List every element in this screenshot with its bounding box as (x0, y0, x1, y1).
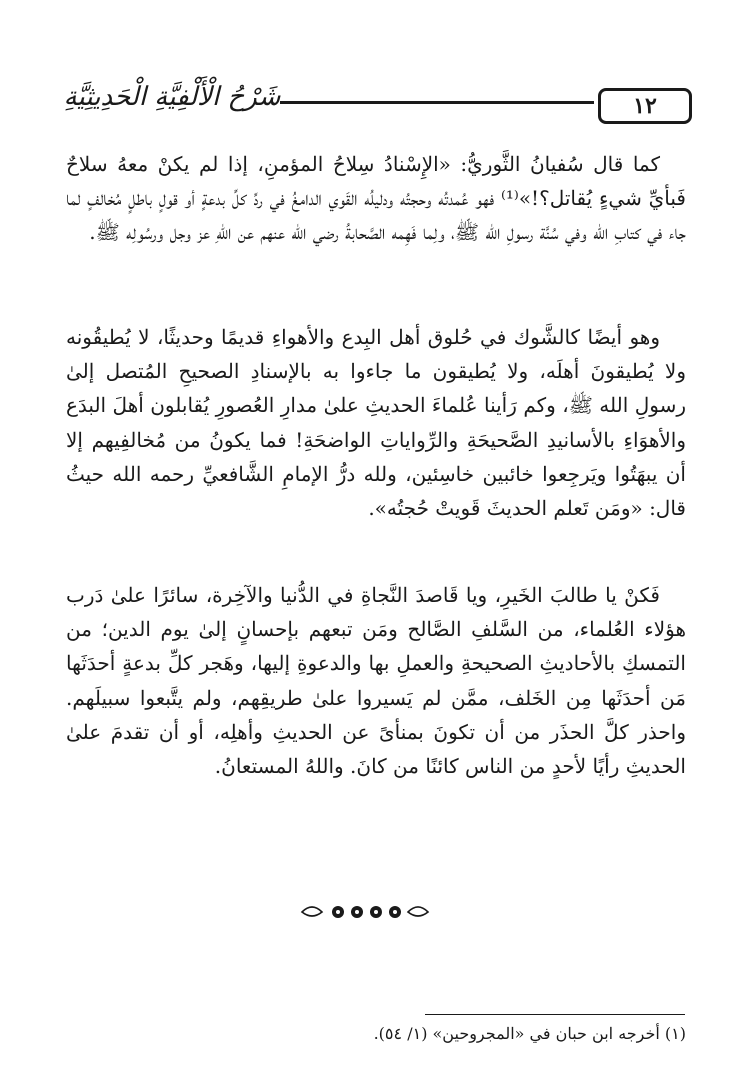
footnote: (١) أخرجه ابن حبان في «المجروحين» (١/ ٥٤). (373, 1024, 686, 1043)
floral-divider-icon (300, 898, 430, 926)
header-rule (280, 101, 594, 104)
body-paragraph-2 (66, 320, 686, 525)
paragraph-text: فَكنْ يا طالبَ الخَيرِ، ويا قَاصدَ النَّجاةِ في الدُّنيا والآخِرة، سائرًا علىٰ دَرب هؤلاء العُلماء، من السَّلفِ الصَّالح ومَن تبعهم بإحسانٍ إلىٰ يوم الدين؛ من التمسكِ بالأحاديثِ الصحيحةِ والعملِ بها والدعوةِ إليها، وهَجر كلِّ بدعةٍ أحدَثَها مَن أحدَثَها مِن الخَلف، ممَّن لم يَسيروا علىٰ طريقِهم، ولم يتَّبعوا سبيلَهم. واحذر كلَّ الحذَر من أن تكونَ بمنأىً عن الحديثِ وأهلِه، أو أن تقدمَ علىٰ الحديثِ رأيًا لأحدٍ من الناس كائنًا من كانَ. واللهُ المستعانُ. (66, 583, 686, 779)
page-number (598, 88, 692, 124)
body-paragraph-3 (66, 578, 686, 783)
body-paragraph-1 (66, 147, 686, 250)
footnote-rule (425, 1014, 685, 1015)
page-number-text: ١٢ (633, 93, 657, 119)
paragraph-text: كما قال سُفيانُ الثَّوريُّ: «الإِسْنادُ سِلاحُ المؤمنِ، إذا لم يكنْ معهُ سلاحٌ فَبأيِّ شيءٍ يُقاتل؟!»⁽¹⁾ فهو عُمدتُه وحجتُه ودليلُه القَوي الدامغُ في ردِّ كلِّ بدعةٍ أو قولٍ باطلٍ مُخالفٍ لما جاء في كتابِ الله وفي سُنَّة رسولِ الله ﷺ، ولِما فَهِمه الصَّحابةُ رضي الله عنهم عن اللهِ عز وجل ورسُولِه ﷺ. (66, 152, 686, 245)
running-head-title: شَرْحُ الْأَلْفِيَّةِ الْحَدِيثِيَّةِ (63, 82, 281, 112)
paragraph-text: وهو أيضًا كالشَّوك في حُلوق أهل البِدع والأهواءِ قديمًا وحديثًا، لا يُطيقُونه ولا يُطيقونَ أهلَه، ولا يُطيقون ما جاءوا به بالإسنادِ الصحيحِ المُتصل إلىٰ رسولِ الله ﷺ، وكم رَأينا عُلماءَ الحديثِ علىٰ مدارِ العُصورِ يُقابلون أهلَ البدَع والأهوَاءِ بالأسانيدِ الصَّحيحَةِ والرِّواياتِ الواضحَةِ! فما يكونُ من مُخالفِيهم إلا أن يبهَتُوا ويَرجِعوا خائبين خاسِئين، ولله درُّ الإمامِ الشَّافعيِّ رحمه الله حيثُ قال: «ومَن تَعلم الحديثَ قَويتْ حُجتُه». (66, 325, 686, 521)
